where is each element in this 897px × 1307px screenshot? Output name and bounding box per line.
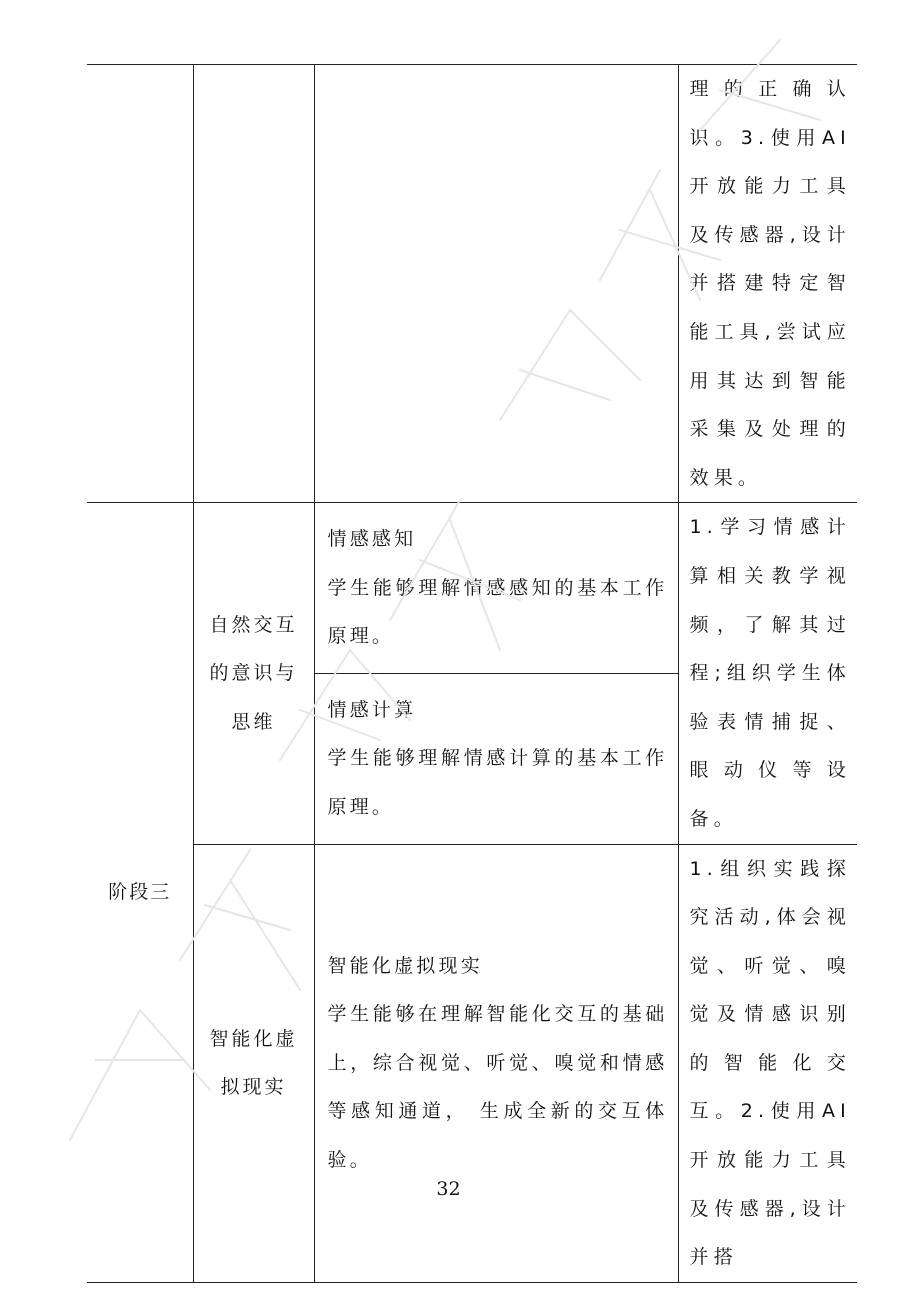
activities-text: 理的正确认识。3.使用AI开放能力工具及传感器,设计并搭建特定智能工具,尝试应用其达到智能采集及处理的效果。 [689,78,851,489]
content-description: 学生能够在理解智能化交互的基础上，综合视觉、听觉、嗅觉和情感等感知通道， 生成全新的交互体验。 [327,1003,668,1171]
topic-1-name: 自然交互的意识与思维 [209,613,298,733]
stage-cell-empty [87,65,193,503]
content-cell-empty [314,65,678,503]
topic-2-name: 智能化虚拟现实 [209,1027,298,1099]
topic-2-cell [193,844,314,1282]
activities-cell-continued [678,65,857,503]
topic-2-activities-cell [678,844,857,1282]
curriculum-table [87,64,857,1283]
topic-1-cell [193,503,314,844]
content-title: 情感感知 [327,528,417,551]
content-description: 学生能够理解情感感知的基本工作原理。 [327,576,668,648]
topic-1-row-1 [87,503,857,674]
topic-cell-empty [193,65,314,503]
continuation-row [87,65,857,503]
stage-cell [87,503,193,1283]
content-title: 智能化虚拟现实 [327,954,483,977]
page-number: 32 [436,1178,461,1200]
content-title: 情感计算 [327,698,417,721]
topic-1-content-2-cell [314,673,678,844]
topic-1-activities-cell [678,503,857,844]
activities-text: 1.组织实践探究活动,体会视觉、听觉、嗅觉及情感识别的智能化交互。2.使用AI开放能力工具及传感器,设计并搭 [689,857,851,1269]
topic-2-content-cell [314,844,678,1282]
activities-text: 1.学习情感计算相关教学视频，了解其过程;组织学生体验表情捕捉、眼动仪等设备。 [689,516,851,830]
content-description: 学生能够理解情感计算的基本工作原理。 [327,747,668,818]
topic-1-content-1-cell [314,503,678,674]
topic-2-row [87,844,857,1282]
stage-label: 阶段三 [108,881,172,904]
